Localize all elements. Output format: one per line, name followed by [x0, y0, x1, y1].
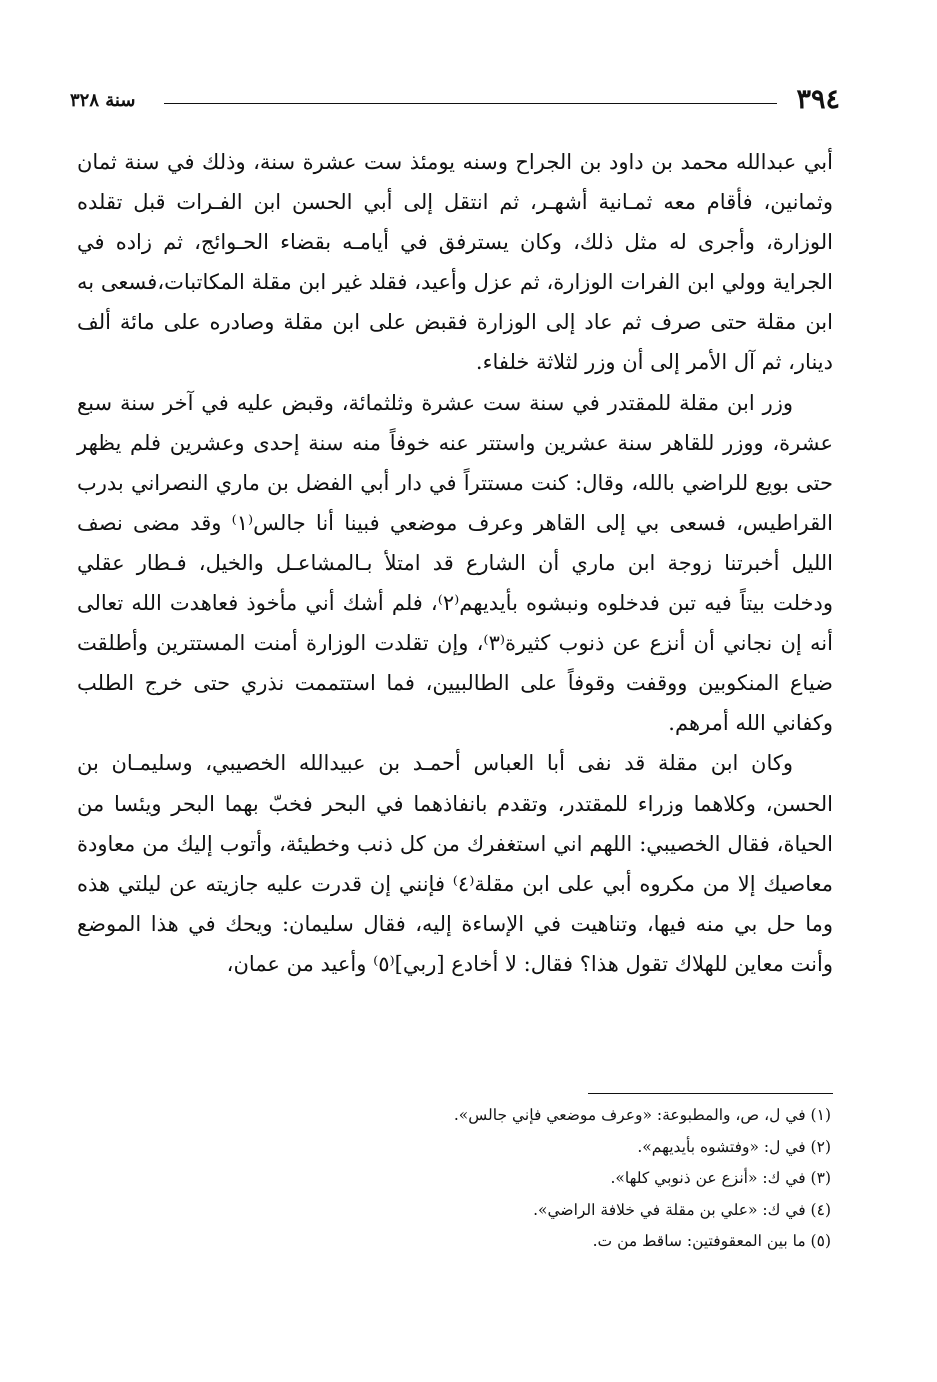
footnote-2: (٢) في ل: «وفتشوه بأيديهم».	[637, 1137, 831, 1156]
paragraph-1: أبي عبدالله محمد بن داود بن الجراح وسنه يومئذ ست عشرة سنة، وذلك في سنة ثمان وثمانين، فأقام معه ثمـانية أشهـر، ثم انتقل إلى أبي الحسن ابن الفـرات قبل تقلده الوزارة، وأجرى له مثل ذلك، وكان يسترفق في أيامـه بقضاء الحـوائج، ثم زاده في الجراية وولي ابن الفرات الوزارة، ثم عزل وأعيد، فقلد غير ابن مقلة المكاتبات،فسعى به ابن مقلة حتى صرف ثم عاد إلى الوزارة فقبض على ابن مقلة وصادره على مائة ألف دينار، ثم آل الأمر إلى أن وزر لثلاثة خلفاء.	[77, 150, 833, 375]
footnote-3: (٣) في ك: «أنزع عن ذنوبي كلها».	[610, 1169, 831, 1187]
year-label: سنة ٣٢٨	[70, 90, 136, 111]
footnotes-section	[77, 1093, 833, 1258]
footnote-5: (٥) ما بين المعقوفتين: ساقط من ت.	[592, 1232, 831, 1250]
paragraph-2: وزر ابن مقلة للمقتدر في سنة ست عشرة وثلثمائة، وقبض عليه في آخر سنة سبع عشرة، ووزر للقاهر سنة عشرين واستتر عنه خوفاً منه سنة إحدى وعشرين فلم يظهر حتى بويع للراضي بالله، وقال: كنت مستتراً في دار أبي الفضل بن ماري النصراني بدرب القراطيس، فسعى بي إلى القاهر وعرف موضعي فبينا أنا جالس⁽١⁾ وقد مضى نصف الليل أخبرتنا زوجة ابن ماري أن الشارع قد امتلأ بـالمشاعـل والخيل، فـطار عقلي ودخلت بيتاً فيه تبن فدخلوه ونبشوه بأيديهم⁽٢⁾، فلم أشك أني مأخوذ فعاهدت الله تعالى أنه إن نجاني أن أنزع عن ذنوب كثيرة⁽٣⁾، وإن تقلدت الوزارة أمنت المستترين وأطلقت ضياع المنكوبين ووقفت وقوفاً على الطالبيين، فما استتممت نذري حتى خرج الطلب وكفاني الله أمرهم.	[77, 390, 833, 736]
running-header	[70, 82, 840, 118]
main-text	[77, 142, 833, 984]
footnote-1: (١) في ل، ص، والمطبوعة: «وعرف موضعي فإني جالس».	[453, 1106, 831, 1124]
header-rule	[164, 103, 777, 104]
paragraph-3: وكان ابن مقلة قد نفى أبا العباس أحمـد بن عبيدالله الخصيبي، وسليمـان بن الحسن، وكلاهما وزراء للمقتدر، وتقدم بانفاذهما في البحر فخبّ بهما البحر ويئسا من الحياة، فقال الخصيبي: اللهم اني استغفرك من كل ذنب وخطيئة، وأتوب إليك من معاودة معاصيك إلا من مكروه أبي على ابن مقلة⁽٤⁾ فإنني إن قدرت عليه جازيته عن ليلتي هذه وما حل بي منه فيها، وتناهيت في الإساءة إليه، فقال سليمان: ويحك في هذا الموضع وأنت معاين للهلاك تقول هذا؟ فقال: لا أخادع [ربي]⁽٥⁾ وأعيد من عمان،	[77, 751, 833, 976]
page-number: ٣٩٤	[796, 84, 840, 115]
footnote-4: (٤) في ك: «علي بن مقلة في خلافة الراضي».	[533, 1200, 831, 1219]
footnote-rule	[588, 1093, 833, 1094]
